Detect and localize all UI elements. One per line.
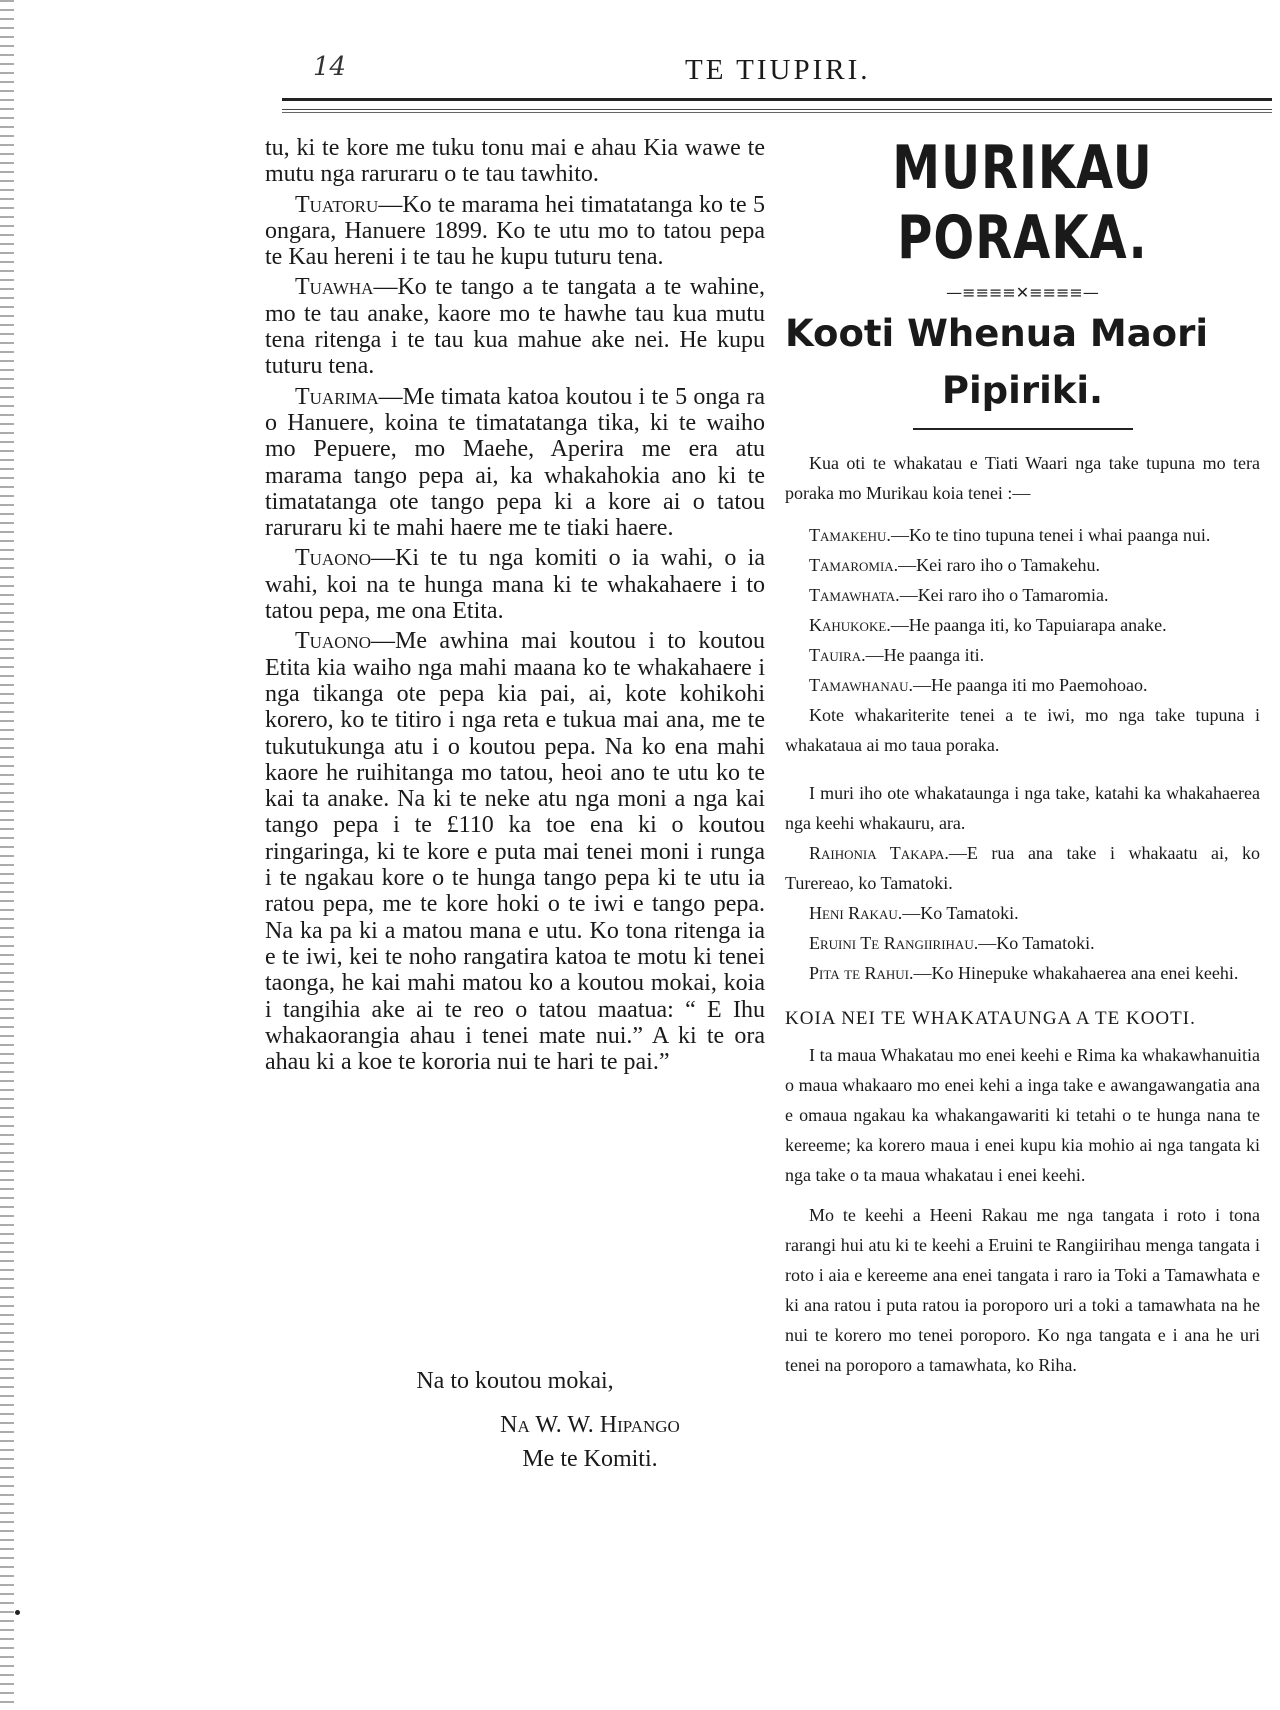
decision-heading: KOIA NEI TE WHAKATAUNGA A TE KOOTI. bbox=[785, 1008, 1196, 1029]
paragraph: I muri iho ote whakataunga i nga take, katahi ka whakahaerea nga keehi whakauru, ara. bbox=[785, 783, 1260, 833]
ornament-divider: —≡≡≡≡✕≡≡≡≡— bbox=[946, 283, 1099, 302]
ancestor-entry: Tamawhanau.—He paanga iti mo Paemohoao. bbox=[809, 675, 1148, 695]
paragraph: Mo te keehi a Heeni Rakau me nga tangata i roto i tona rarangi hui atu ki te keehi a Eruini te Rangiirihau menga tangata i roto i aia e kereeme ana enei tangata i raro ia Toki a Tamawhata e ki ana ratou i puta ratou ia poroporo uri a toki a tamawhata na he nui te korero mo tenei poroporo. Ko nga tangata e i ana he uri tenei na poroporo a tamawhata, ko Riha. bbox=[785, 1205, 1260, 1375]
signature-closing: Na to koutou mokai, bbox=[416, 1368, 614, 1394]
paper-title: TE TIUPIRI. bbox=[685, 54, 871, 86]
paragraph: Tuaono—Ki te tu nga komiti o ia wahi, o ia wahi, koi na te hunga mana ki te whakahaere i to tatou pepa, me ona Etita. bbox=[265, 545, 765, 625]
ancestor-entry: Tauira.—He paanga iti. bbox=[809, 645, 985, 665]
paragraph: Tuaono—Me awhina mai koutou i to koutou Etita kia waiho nga mahi maana ko te whakahaere i nga tikanga ote pepa kia pai, ai, kote kohikohi korero, ko te titiro i nga reta e tukua mai ana, me te tukutukunga atu i o koutou pepa. Na ko ena mahi kaore he ruihitanga mo tatou, heoi ano te utu ko te kai ta anake. Na ki te neke atu nga moni a nga kai tango pepa i te £110 ka toe ena ki o koutou ringaringa, ki te kore e puta mai tenei moni i runga i te ngakau kore o te hunga tango pepa ki te utu ia ratou pepa, me te kore hoki o te iwi e tango pepa. Na ka pa ki a matou mana e utu. Ko tona ritenga ia e te iwi, kei te noho rangatira katoa te motu ki tenei taonga, he kai mahi matou ko a koutou mokai, koia i tangihia ake ai te reo o tatou maatua: “ E Ihu whakaorangia ahau i tenei mate nui.” A ki te ora ahau ki a koe te kororia nui te hari te pai.” bbox=[265, 628, 765, 1076]
ancestor-entry: Tamaromia.—Kei raro iho o Tamakehu. bbox=[809, 555, 1101, 575]
right-column bbox=[785, 125, 1260, 1380]
page-number: 14 bbox=[313, 52, 347, 82]
ancestor-entry: Tamakehu.—Ko te tino tupuna tenei i whai paanga nui. bbox=[809, 525, 1211, 545]
ink-dot bbox=[15, 1610, 20, 1615]
signature-committee: Me te Komiti. bbox=[522, 1446, 658, 1472]
paragraph: I ta maua Whakatau mo enei keehi e Rima ka whakawhanuitia o maua whakaaro mo enei kehi a inga take e awangawangatia ana e omaua ngakau ka whakangawariti ki tetahi o te hunga nana te kereeme; ka korero maua i enei kupu kia mohio ai nga tangata ki nga take o ta maua whakatau i enei keehi. bbox=[785, 1045, 1260, 1185]
header-rule bbox=[282, 98, 1272, 110]
page-header bbox=[285, 52, 1240, 92]
court-title: Kooti Whenua Maori bbox=[785, 312, 1209, 355]
claim-entry: Pita te Rahui.—Ko Hinepuke whakahaerea ana enei keehi. bbox=[809, 963, 1239, 983]
claim-entry: Raihonia Takapa.—E rua ana take i whakaatu ai, ko Turereao, ko Tamatoki. bbox=[785, 843, 1260, 893]
paragraph: Tuarima—Me timata katoa koutou i te 5 onga ra o Hanuere, koina te timatatanga tika, ki te waiho mo Pepuere, mo Maehe, Aperira me era atu marama tango pepa ai, ka whakahokia ano ki te timatatanga ote tango pepa ki a kore ai o tatou raruraru ki te mahi haere me te tiaki haere. bbox=[265, 383, 765, 542]
left-column bbox=[265, 135, 765, 1079]
court-text bbox=[785, 448, 1260, 1380]
paragraph: Kua oti te whakatau e Tiati Waari nga take tupuna mo tera poraka mo Murikau koia tenei :— bbox=[785, 453, 1260, 503]
ancestor-entry: Tamawhata.—Kei raro iho o Tamaromia. bbox=[809, 585, 1109, 605]
ancestor-entry: Kahukoke.—He paanga iti, ko Tapuiarapa anake. bbox=[809, 615, 1167, 635]
claim-entry: Eruini Te Rangiirihau.—Ko Tamatoki. bbox=[809, 933, 1095, 953]
paragraph: Kote whakariterite tenei a te iwi, mo nga take tupuna i whakataua ai mo taua poraka. bbox=[785, 705, 1260, 755]
scan-edge bbox=[0, 0, 14, 1710]
paragraph: Tuatoru—Ko te marama hei timatatanga ko te 5 ongara, Hanuere 1899. Ko te utu mo to tatou pepa te Kau hereni i te tau he kupu tuturu tena. bbox=[265, 191, 765, 271]
ornament-rule bbox=[913, 428, 1133, 430]
place-title: Pipiriki. bbox=[941, 369, 1104, 412]
signature-name: Na W. W. Hipango bbox=[500, 1412, 680, 1438]
masthead: MURIKAU PORAKA. bbox=[892, 133, 1153, 273]
claim-entry: Heni Rakau.—Ko Tamatoki. bbox=[809, 903, 1019, 923]
paragraph: Tuawha—Ko te tango a te tangata a te wahine, mo te tau anake, kaore mo te hawhe tau kua mutu tena ritenga i te tau kua mahue ake nei. He kupu tuturu tena. bbox=[265, 274, 765, 380]
paragraph: tu, ki te kore me tuku tonu mai e ahau Kia wawe te mutu nga raruraru o te tau tawhito. bbox=[265, 135, 765, 188]
header-rule-thin bbox=[282, 112, 1272, 113]
